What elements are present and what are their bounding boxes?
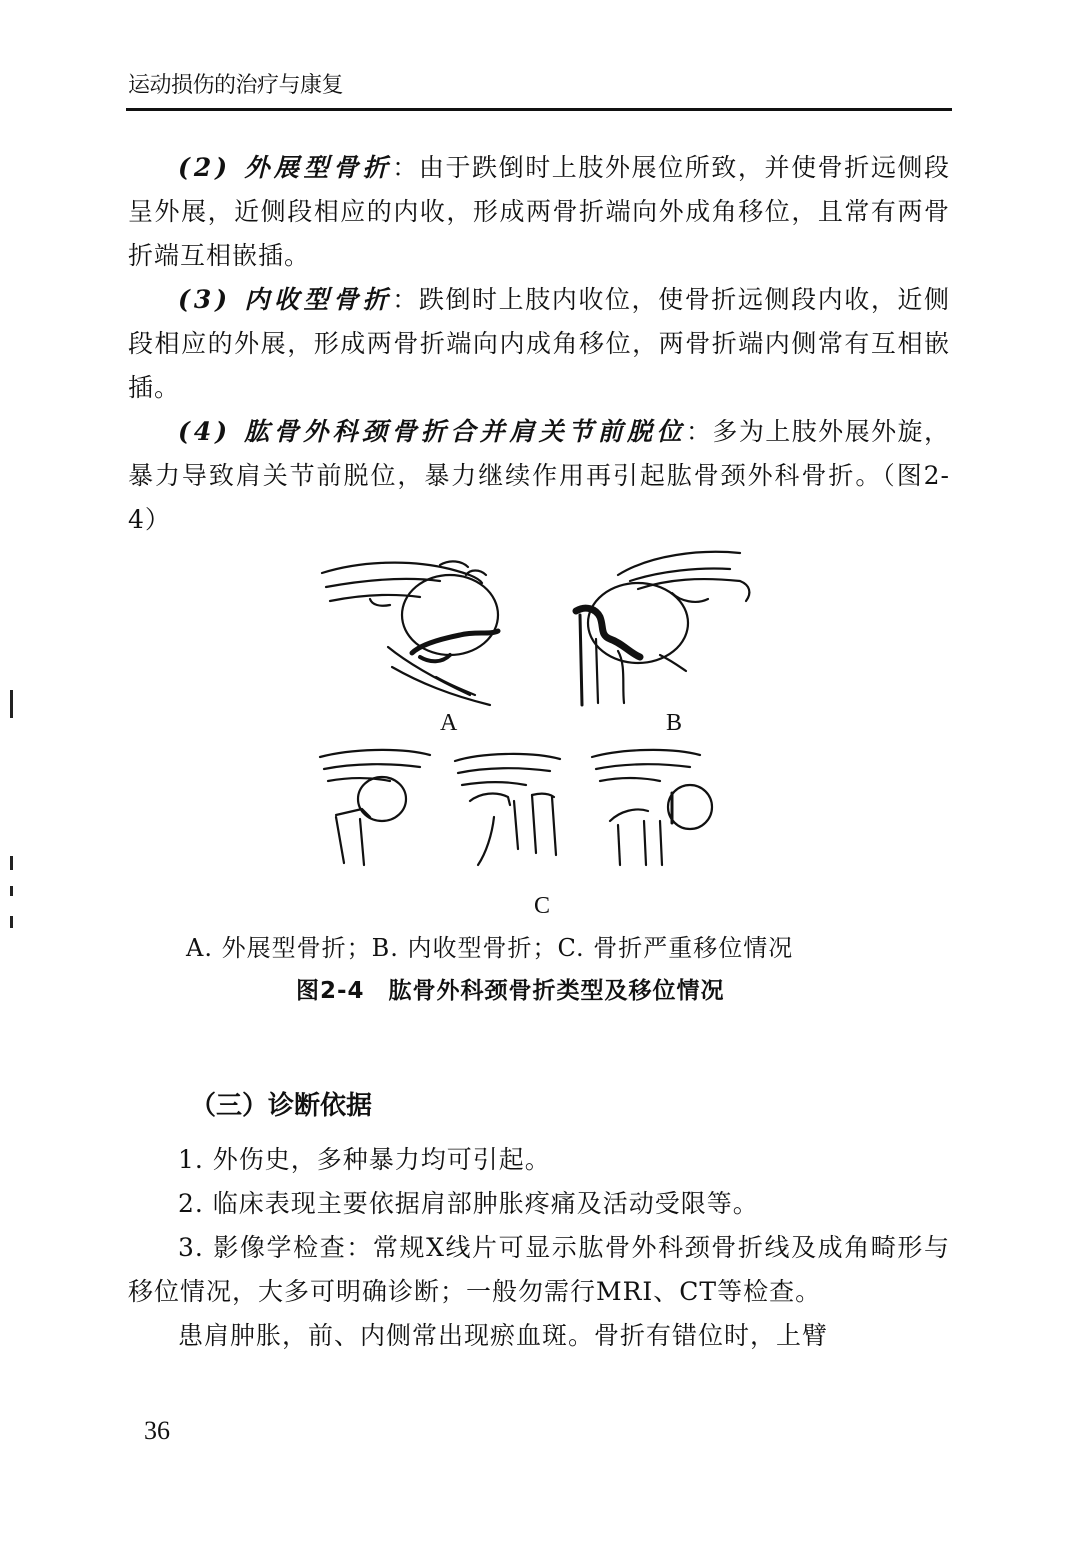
panel-label-b: B: [666, 710, 683, 736]
body-text-top: [128, 146, 950, 542]
list-item-imaging: 3. 影像学检查：常规X线片可显示肱骨外科颈骨折线及成角畸形与移位情况，大多可明确诊断；一般勿需行MRI、CT等检查。: [128, 1233, 950, 1306]
paragraph-adduction-fracture: [128, 278, 950, 410]
paragraph-text: ：由于跌倒时上肢外展位所致，并使骨折远侧段呈外展，近侧段相应的内收，形成两骨折端向外成角移位，且常有两骨折端互相嵌插。: [128, 153, 950, 270]
running-header: 运动损伤的治疗与康复: [128, 73, 344, 98]
paragraph-abduction-fracture: [128, 146, 950, 278]
list-item-clinical: 2. 临床表现主要依据肩部肿胀疼痛及活动受限等。: [178, 1189, 759, 1218]
scan-artifact: [10, 916, 13, 928]
figure-drawings: [300, 535, 770, 930]
paragraph-text: ：多为上肢外展外旋，暴力导致肩关节前脱位，暴力继续作用再引起肱骨颈外科骨折。（图2-4）: [128, 417, 950, 534]
page-number: 36: [144, 1416, 170, 1445]
panel-a-drawing: [322, 561, 498, 705]
header-rule: [126, 108, 952, 111]
list-item-history: 1. 外伤史，多种暴力均可引起。: [178, 1145, 551, 1174]
panel-c-drawing: [320, 750, 712, 865]
figure-2-4: [300, 535, 770, 930]
scan-artifact: [10, 856, 13, 870]
term-fracture-dislocation: (4) 肱骨外科颈骨折合并肩关节前脱位: [178, 417, 686, 446]
scan-artifact: [10, 690, 13, 718]
section-heading: （三）诊断依据: [190, 1091, 373, 1121]
term-adduction-fracture: (3) 内收型骨折: [178, 285, 393, 314]
body-text-bottom: [128, 1138, 950, 1358]
paragraph-fracture-dislocation: [128, 410, 950, 542]
panel-label-a: A: [440, 710, 458, 736]
paragraph-text: ：跌倒时上肢内收位，使骨折远侧段内收，近侧段相应的外展，形成两骨折端向内成角移位，两骨折端内侧常有互相嵌插。: [128, 285, 950, 402]
figure-subcaption: A. 外展型骨折；B. 内收型骨折；C. 骨折严重移位情况: [186, 934, 794, 962]
figure-caption: 图2-4 肱骨外科颈骨折类型及移位情况: [296, 978, 725, 1004]
scan-artifact: [10, 886, 13, 896]
paragraph-swelling: 患肩肿胀，前、内侧常出现瘀血斑。骨折有错位时，上臂: [178, 1321, 829, 1350]
term-abduction-fracture: (2) 外展型骨折: [178, 153, 393, 182]
panel-label-c: C: [534, 893, 551, 919]
panel-b-drawing: [576, 552, 749, 705]
